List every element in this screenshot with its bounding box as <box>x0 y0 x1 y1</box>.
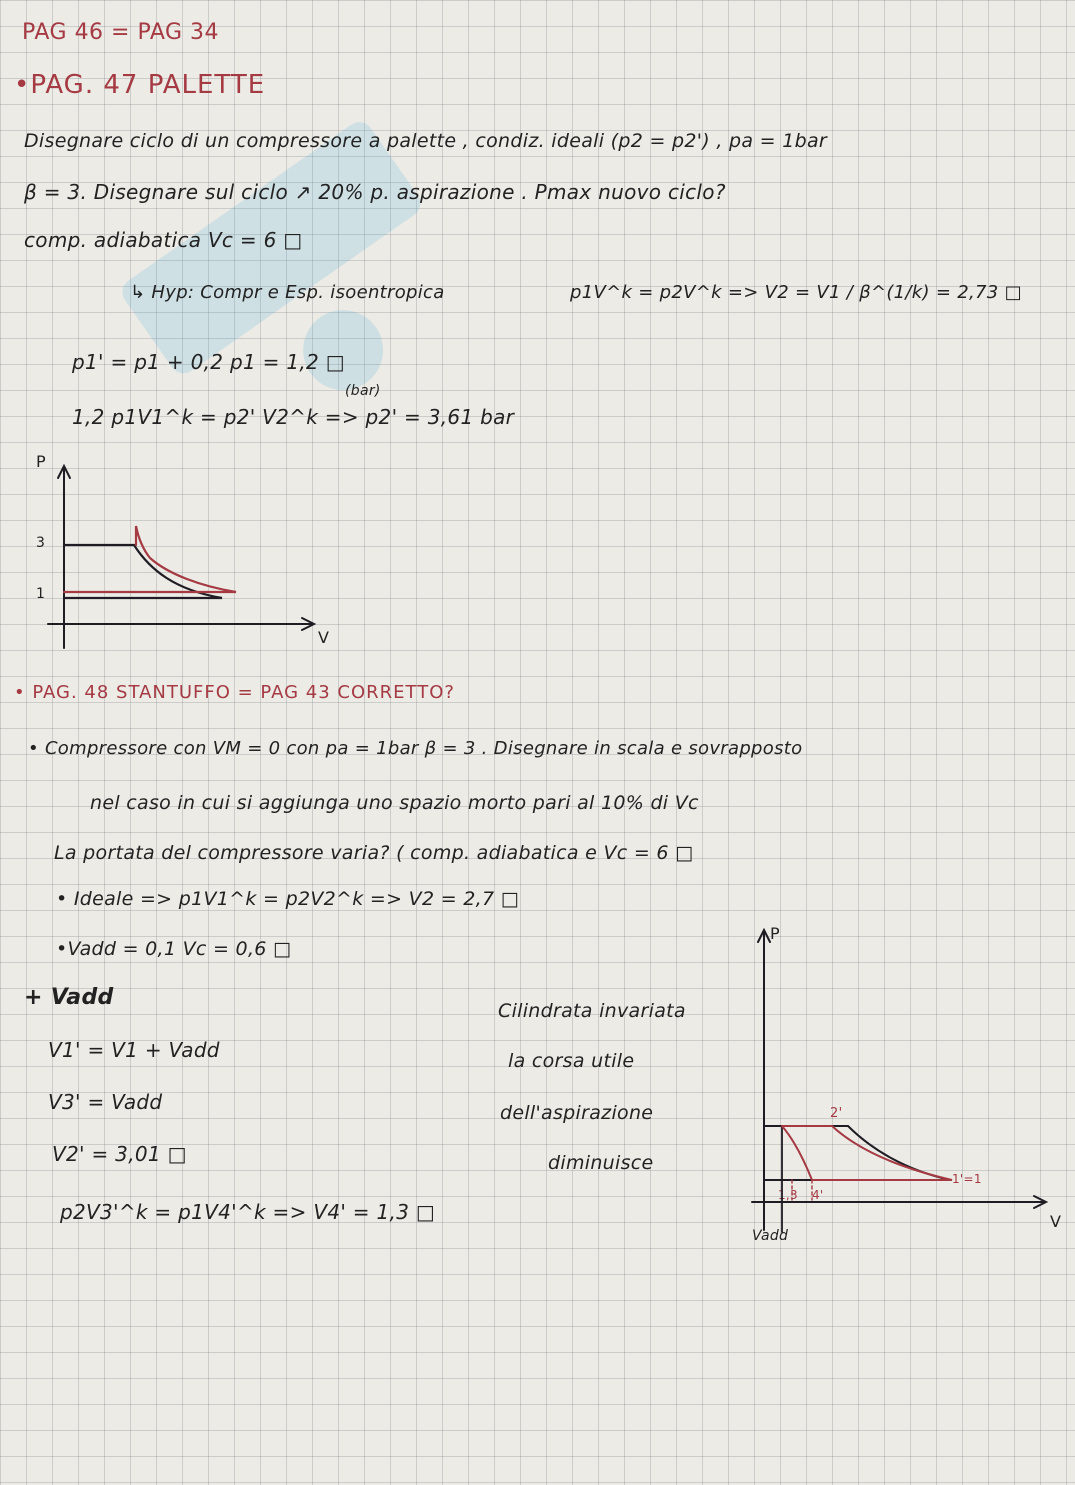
page-ref-header: PAG 46 = PAG 34 <box>22 20 220 45</box>
ex2-line3: La portata del compressore varia? ( comp. adiabatica e Vc = 6 □ <box>54 842 694 864</box>
graph2-label-vadd: Vadd <box>752 1228 789 1244</box>
ex1-line2: β = 3. Disegnare sul ciclo ↗ 20% p. aspirazione . Pmax nuovo ciclo? <box>24 180 726 204</box>
ex2-equation-v1: V1' = V1 + Vadd <box>48 1038 220 1062</box>
ex2-line4: • Ideale => p1V1^k = p2V2^k => V2 = 2,7 □ <box>56 888 519 910</box>
ex2-line5: •Vadd = 0,1 Vc = 0,6 □ <box>56 938 292 960</box>
graph2-y-label: P <box>770 924 780 943</box>
ex2-note-line4: diminuisce <box>548 1152 654 1174</box>
ex2-note-line3: dell'aspirazione <box>500 1102 654 1124</box>
graph1-y-label: P <box>36 452 46 471</box>
graph2-label-4prime: 4' <box>812 1188 824 1202</box>
ex1-equation-2: 1,2 p1V1^k = p2' V2^k => p2' = 3,61 bar <box>72 405 515 429</box>
ex1-hypothesis: ↳ Hyp: Compr e Esp. isoentropica <box>130 282 445 303</box>
ex1-main-equation: p1V^k = p2V^k => V2 = V1 / β^(1/k) = 2,73 □ <box>570 282 1022 303</box>
ex2-equation-v2: V2' = 3,01 □ <box>52 1142 187 1166</box>
graph2-label-2prime: 2' <box>830 1106 843 1121</box>
ex2-line2: nel caso in cui si aggiunga uno spazio morto pari al 10% di Vc <box>90 792 699 814</box>
ex2-note-line2: la corsa utile <box>508 1050 635 1072</box>
ex2-note-line1: Cilindrata invariata <box>498 1000 686 1022</box>
ex1-equation-1-unit: (bar) <box>345 383 381 399</box>
ex2-equation-v4: p2V3'^k = p1V4'^k => V4' = 1,3 □ <box>60 1200 436 1224</box>
ex2-equation-v3: V3' = Vadd <box>48 1090 163 1114</box>
section-title-stantuffo: • PAG. 48 STANTUFFO = PAG 43 CORRETTO? <box>14 682 455 703</box>
graph2-label-1prime: 1'=1 <box>952 1172 982 1186</box>
ex1-line3: comp. adiabatica Vc = 6 □ <box>24 228 303 252</box>
ex1-line1: Disegnare ciclo di un compressore a palette , condiz. ideali (p2 = p2') , pa = 1bar <box>24 130 828 152</box>
ex2-line1: • Compressore con VM = 0 con pa = 1bar β = 3 . Disegnare in scala e sovrapposto <box>28 738 803 759</box>
graph1-x-label: V <box>318 628 330 647</box>
ex2-plus-vadd: + Vadd <box>24 985 114 1010</box>
ex1-equation-1: p1' = p1 + 0,2 p1 = 1,2 □ <box>72 350 345 374</box>
graph2-deadspace-cycle <box>782 1126 952 1180</box>
section-title-palette: •PAG. 47 PALETTE <box>14 70 266 100</box>
graph2-x-label: V <box>1050 1212 1062 1231</box>
graph1-tick-1: 1 <box>36 586 46 602</box>
graph1-tick-3: 3 <box>36 535 46 551</box>
graph2-label-13: 1,3 <box>778 1188 798 1202</box>
